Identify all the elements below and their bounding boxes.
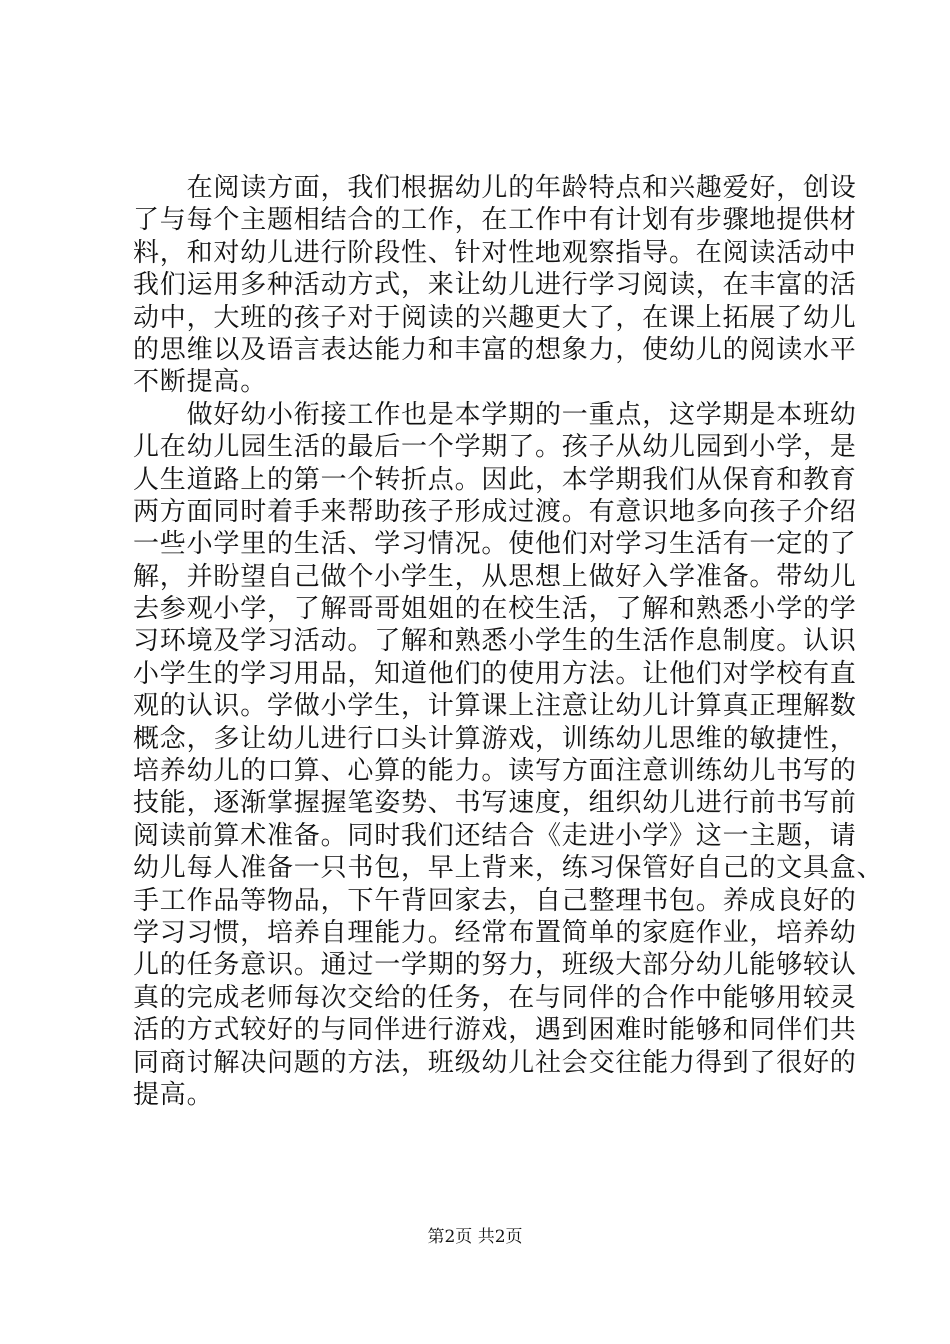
text-line: 培养幼儿的口算、心算的能力。读写方面注意训练幼儿书写的: [133, 756, 857, 787]
text-line: 了与每个主题相结合的工作，在工作中有计划有步骤地提供材: [133, 205, 857, 236]
text-line: 的思维以及语言表达能力和丰富的想象力，使幼儿的阅读水平: [133, 334, 857, 365]
page-number-footer: 第2页 共2页: [427, 1227, 523, 1247]
text-line: 同商讨解决问题的方法，班级幼儿社会交往能力得到了很好的: [133, 1047, 857, 1078]
text-line: 习环境及学习活动。了解和熟悉小学生的生活作息制度。认识: [133, 626, 857, 657]
text-line: 去参观小学，了解哥哥姐姐的在校生活，了解和熟悉小学的学: [133, 594, 857, 625]
text-line: 观的认识。学做小学生，计算课上注意让幼儿计算真正理解数: [133, 691, 857, 722]
text-line: 料，和对幼儿进行阶段性、针对性地观察指导。在阅读活动中: [133, 237, 857, 268]
text-line: 解，并盼望自己做个小学生，从思想上做好入学准备。带幼儿: [133, 561, 857, 592]
text-line: 动中，大班的孩子对于阅读的兴趣更大了，在课上拓展了幼儿: [133, 302, 857, 333]
text-line: 不断提高。: [133, 367, 268, 398]
text-line: 活的方式较好的与同伴进行游戏，遇到困难时能够和同伴们共: [133, 1015, 857, 1046]
body-text: [133, 172, 884, 1111]
text-line: 在阅读方面，我们根据幼儿的年龄特点和兴趣爱好，创设: [133, 173, 857, 203]
text-line: 提高。: [133, 1079, 214, 1110]
text-line: 两方面同时着手来帮助孩子形成过渡。有意识地多向孩子介绍: [133, 496, 857, 527]
text-line: 一些小学里的生活、学习情况。使他们对学习生活有一定的了: [133, 529, 857, 560]
text-line: 概念，多让幼儿进行口头计算游戏，训练幼儿思维的敏捷性，: [133, 723, 857, 754]
text-line: 阅读前算术准备。同时我们还结合《走进小学》这一主题，请: [133, 820, 857, 851]
text-line: 我们运用多种活动方式，来让幼儿进行学习阅读，在丰富的活: [133, 270, 857, 301]
text-line: 技能，逐渐掌握握笔姿势、书写速度，组织幼儿进行前书写前: [133, 788, 857, 819]
text-line: 真的完成老师每次交给的任务，在与同伴的合作中能够用较灵: [133, 982, 857, 1013]
text-line: 儿的任务意识。通过一学期的努力，班级大部分幼儿能够较认: [133, 950, 857, 981]
text-line: 儿在幼儿园生活的最后一个学期了。孩子从幼儿园到小学，是: [133, 432, 857, 463]
text-line: 做好幼小衔接工作也是本学期的一重点，这学期是本班幼: [133, 399, 857, 430]
text-line: 手工作品等物品，下午背回家去，自己整理书包。养成良好的: [133, 885, 857, 916]
text-line: 幼儿每人准备一只书包，早上背来，练习保管好自己的文具盒、: [133, 853, 884, 884]
text-line: 人生道路上的第一个转折点。因此，本学期我们从保育和教育: [133, 464, 857, 495]
text-line: 小学生的学习用品，知道他们的使用方法。让他们对学校有直: [133, 658, 857, 689]
text-line: 学习习惯，培养自理能力。经常布置简单的家庭作业，培养幼: [133, 917, 857, 948]
